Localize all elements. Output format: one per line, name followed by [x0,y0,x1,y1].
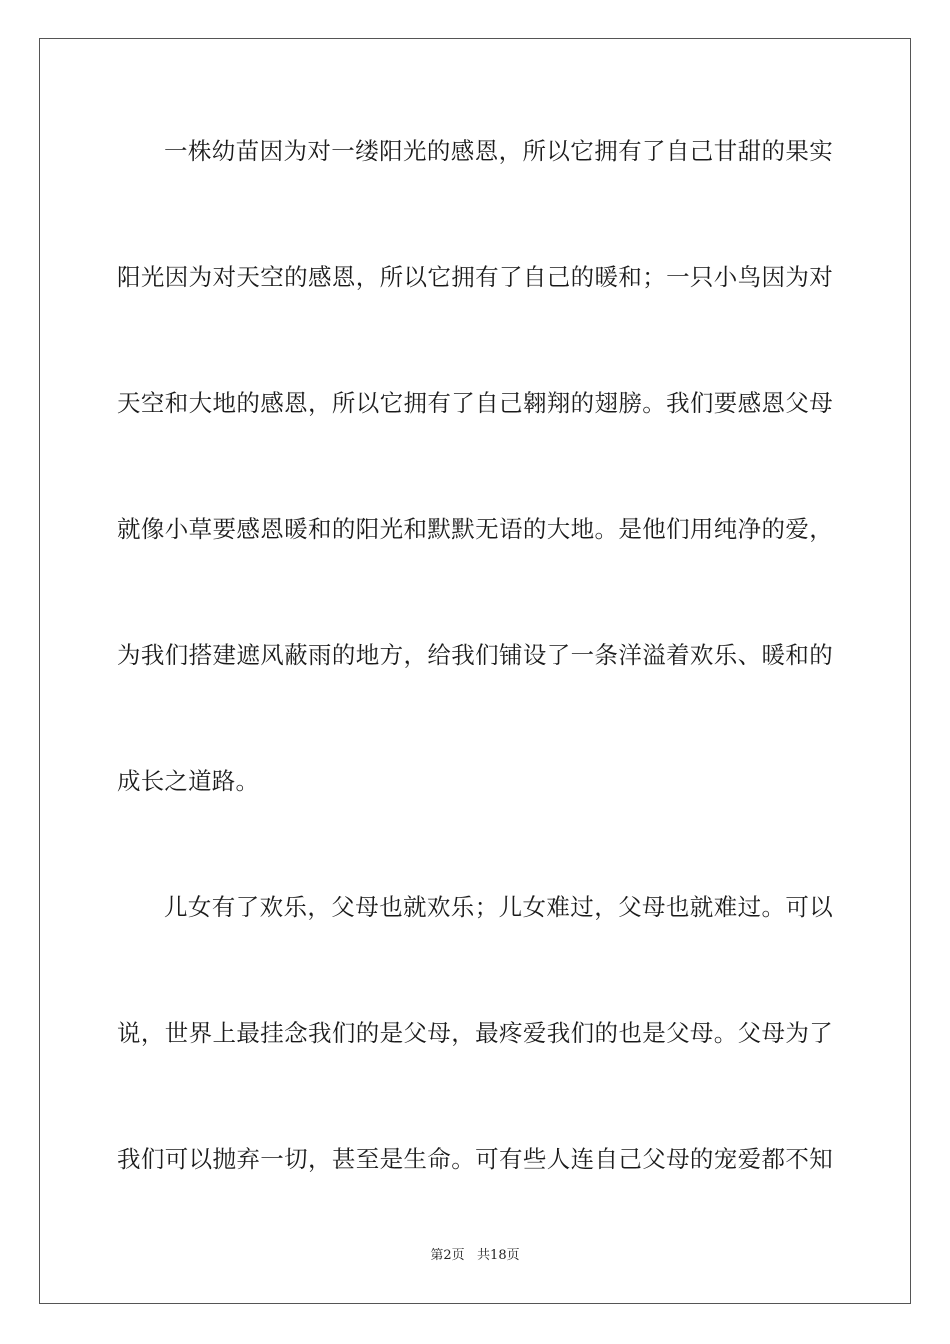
paragraph-1-line-2: 阳光因为对天空的感恩，所以它拥有了自己的暖和；一只小鸟因为对 [117,263,833,291]
paragraph-1-line-4: 就像小草要感恩暖和的阳光和默默无语的大地。是他们用纯净的爱， [117,515,833,543]
paragraph-1-line-6: 成长之道路。 [117,767,260,795]
paragraph-1-line-1: 一株幼苗因为对一缕阳光的感恩，所以它拥有了自己甘甜的果实 [164,137,833,165]
document-body [117,126,833,1260]
page-number-footer: 第2页 共18页 [430,1248,520,1263]
paragraph-2-line-1: 儿女有了欢乐，父母也就欢乐；儿女难过，父母也就难过。可以 [164,893,833,921]
paragraph-1-line-5: 为我们搭建遮风蔽雨的地方，给我们铺设了一条洋溢着欢乐、暖和的 [117,641,833,669]
paragraph-2-line-3: 我们可以抛弃一切，甚至是生命。可有些人连自己父母的宠爱都不知 [117,1145,833,1173]
paragraph-2-line-2: 说，世界上最挂念我们的是父母，最疼爱我们的也是父母。父母为了 [117,1019,833,1047]
paragraph-1-line-3: 天空和大地的感恩，所以它拥有了自己翱翔的翅膀。我们要感恩父母 [117,389,833,417]
